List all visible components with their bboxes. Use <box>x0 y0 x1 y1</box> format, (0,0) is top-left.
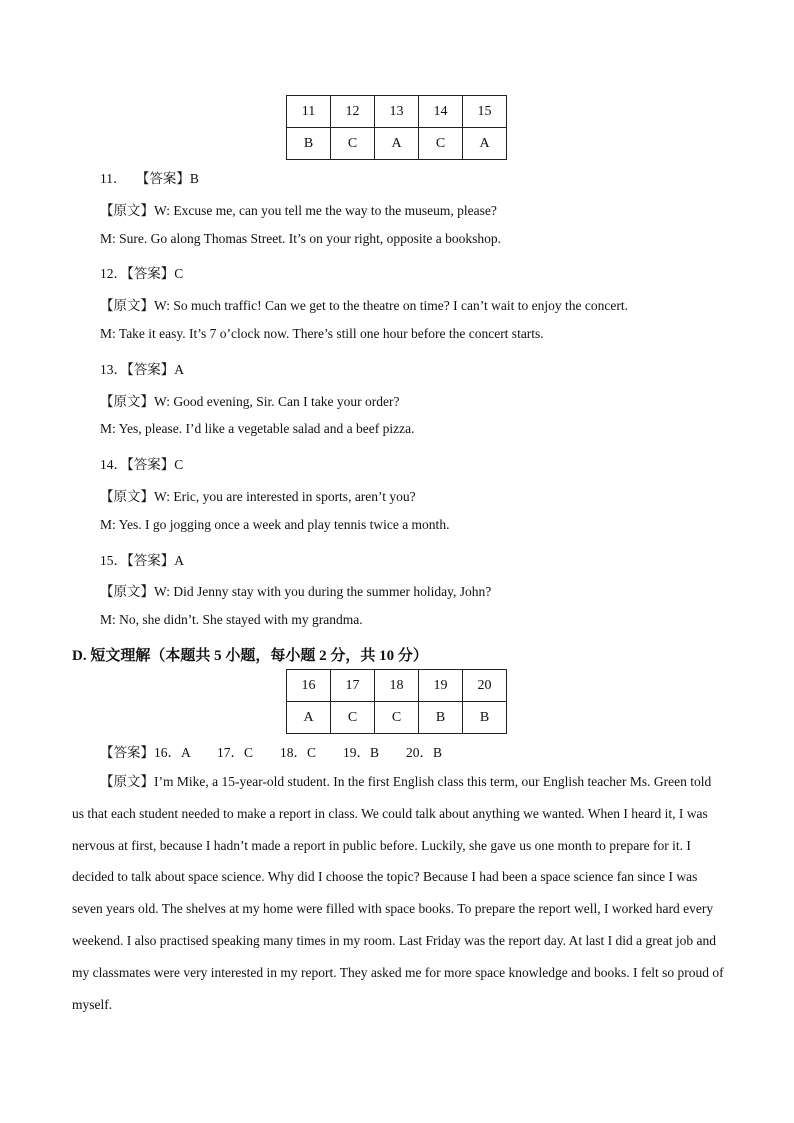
transcript-w-11 <box>100 199 497 219</box>
transcript-text: W: Excuse me, can you tell me the way to the museum, please? <box>154 203 497 218</box>
transcript-text: W: Did Jenny stay with you during the summer holiday, John? <box>154 584 492 599</box>
table-cell: 15 <box>463 96 507 128</box>
passage-label: 【原文】 <box>100 774 154 789</box>
table-cell: C <box>331 128 375 160</box>
transcript-label: 【原文】 <box>100 489 154 504</box>
answer-label: 【答案】 <box>127 553 175 568</box>
table-cell: 20 <box>463 670 507 702</box>
question-number: 11． <box>100 171 127 186</box>
table-cell: 19 <box>419 670 463 702</box>
question-number: 14． <box>100 457 127 472</box>
answer-summary-line: 【答案】16．A 17．C 18．C 19．B 20．B <box>100 745 443 760</box>
transcript-w-12 <box>100 294 628 314</box>
table-header-row <box>287 670 507 702</box>
transcript-m-11: M: Sure. Go along Thomas Street. It’s on your right, opposite a bookshop. <box>100 231 501 246</box>
table-header-row <box>287 96 507 128</box>
answer-value: A <box>174 553 184 568</box>
passage-text: I’m Mike, a 15-year-old student. In the first English class this term, our English teacher Ms. Green told us that each student needed to make a report in class. We could talk about anything we wanted. When I heard it, I was nervous at first, because I hadn’t made a report in public before. Luckily, she gave us one month to prepare for it. I decided to talk about space science. Why did I choose the topic? Because I had been a space science fan since I was seven years old. The shelves at my home were filled with space books. To prepare the report well, I worked hard every weekend. I also practised speaking many times in my room. Last Friday was the report day. At last I did a great job and my classmates were very interested in my report. They asked me for more space knowledge and books. I felt so proud of myself. <box>72 774 724 1012</box>
answer-table-11-15 <box>286 95 507 160</box>
transcript-m-12: M: Take it easy. It’s 7 o’clock now. There’s still one hour before the concert starts. <box>100 326 544 341</box>
table-cell: 14 <box>419 96 463 128</box>
table-cell: 12 <box>331 96 375 128</box>
question-number: 12． <box>100 266 127 281</box>
table-cell: 16 <box>287 670 331 702</box>
answer-value: A <box>174 362 184 377</box>
transcript-text: W: So much traffic! Can we get to the theatre on time? I can’t wait to enjoy the concert. <box>154 298 628 313</box>
answer-value: C <box>174 266 184 281</box>
transcript-label: 【原文】 <box>100 298 154 313</box>
answer-line-14 <box>100 453 183 473</box>
transcript-text: W: Eric, you are interested in sports, aren’t you? <box>154 489 416 504</box>
answer-label: 【答案】 <box>135 171 190 186</box>
passage-paragraph <box>72 766 724 1020</box>
transcript-w-15 <box>100 580 491 600</box>
answer-label: 【答案】 <box>127 362 175 377</box>
table-cell: A <box>375 128 419 160</box>
answer-line-11 <box>100 167 199 187</box>
question-number: 15． <box>100 553 127 568</box>
answer-label: 【答案】 <box>127 266 175 281</box>
table-cell: B <box>463 702 507 734</box>
transcript-m-13: M: Yes, please. I’d like a vegetable salad and a beef pizza. <box>100 421 415 436</box>
table-cell: B <box>419 702 463 734</box>
table-cell: A <box>463 128 507 160</box>
transcript-w-13 <box>100 390 399 410</box>
table-answer-row <box>287 128 507 160</box>
transcript-label: 【原文】 <box>100 203 154 218</box>
table-cell: 13 <box>375 96 419 128</box>
question-number: 13． <box>100 362 127 377</box>
answer-value: B <box>189 171 199 186</box>
table-cell: 17 <box>331 670 375 702</box>
table-cell: A <box>287 702 331 734</box>
answer-line-15 <box>100 549 184 569</box>
transcript-w-14 <box>100 485 416 505</box>
table-cell: B <box>287 128 331 160</box>
answer-value: C <box>174 457 184 472</box>
table-cell: C <box>331 702 375 734</box>
answer-line-13 <box>100 358 184 378</box>
table-cell: 11 <box>287 96 331 128</box>
table-cell: 18 <box>375 670 419 702</box>
table-answer-row <box>287 702 507 734</box>
transcript-m-14: M: Yes. I go jogging once a week and play tennis twice a month. <box>100 517 450 532</box>
transcript-m-15: M: No, she didn’t. She stayed with my grandma. <box>100 612 363 627</box>
transcript-text: W: Good evening, Sir. Can I take your order? <box>154 394 400 409</box>
table-cell: C <box>375 702 419 734</box>
answer-label: 【答案】 <box>127 457 175 472</box>
answer-line-12 <box>100 262 183 282</box>
table-cell: C <box>419 128 463 160</box>
section-heading: D. 短文理解（本题共 5 小题，每小题 2 分，共 10 分） <box>72 648 428 664</box>
transcript-label: 【原文】 <box>100 394 154 409</box>
transcript-label: 【原文】 <box>100 584 154 599</box>
answer-table-16-20 <box>286 669 507 734</box>
